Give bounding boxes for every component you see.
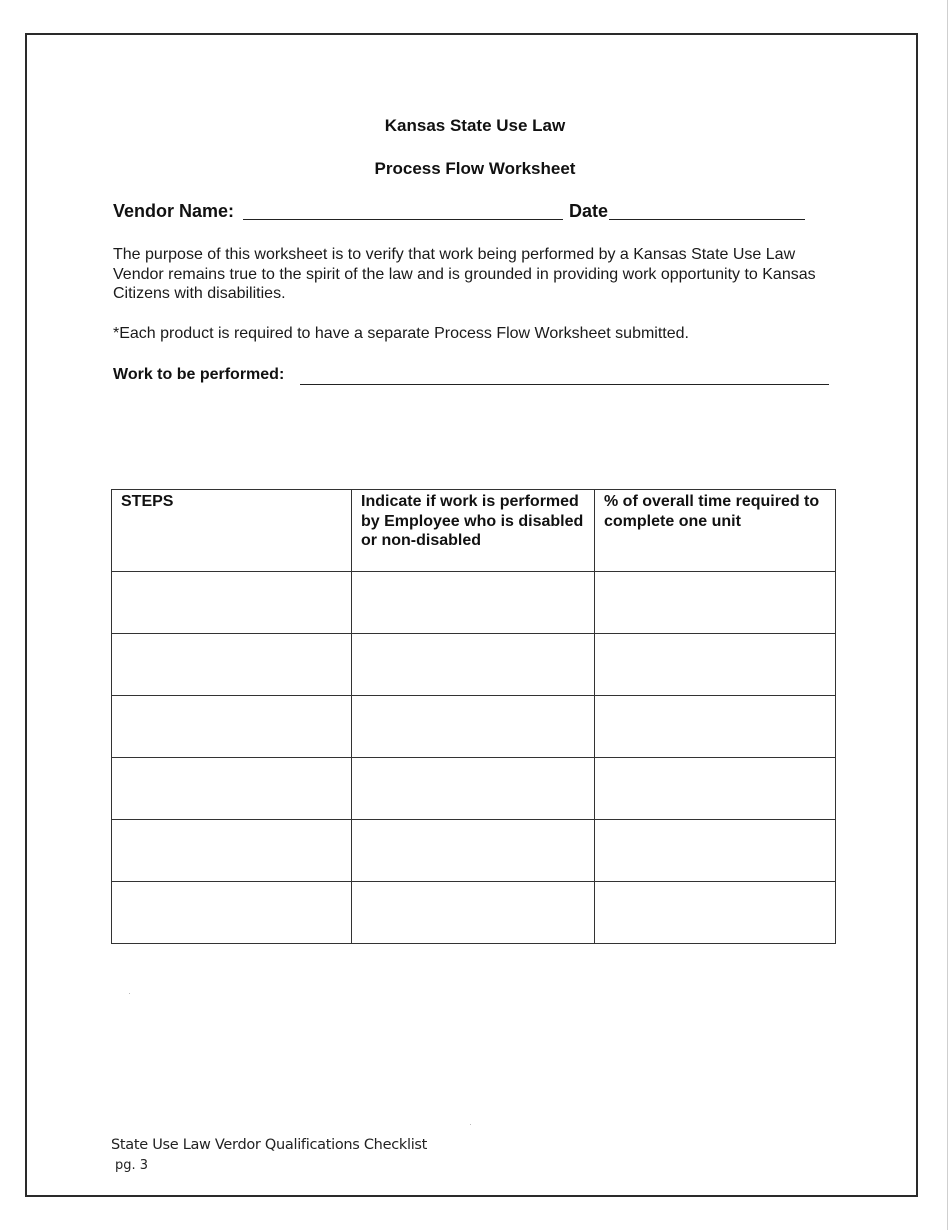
disabled-indicator-cell[interactable] [352, 634, 595, 696]
submission-note: *Each product is required to have a separate Process Flow Worksheet submitted. [113, 325, 689, 342]
table-row [112, 882, 836, 944]
date-field[interactable] [609, 219, 805, 220]
header-steps: STEPS [112, 490, 352, 572]
document-title: Kansas State Use Law [384, 116, 566, 135]
step-cell[interactable] [112, 572, 352, 634]
time-percent-cell[interactable] [595, 696, 836, 758]
scan-speck [129, 993, 130, 994]
process-steps-table [111, 489, 836, 944]
table-row [112, 572, 836, 634]
disabled-indicator-cell[interactable] [352, 758, 595, 820]
vendor-name-label: Vendor Name: [113, 201, 235, 221]
disabled-indicator-cell[interactable] [352, 572, 595, 634]
time-percent-cell[interactable] [595, 820, 836, 882]
table-row [112, 758, 836, 820]
table-row [112, 696, 836, 758]
disabled-indicator-cell[interactable] [352, 696, 595, 758]
step-cell[interactable] [112, 882, 352, 944]
step-cell[interactable] [112, 758, 352, 820]
work-to-be-performed-row [113, 366, 284, 384]
header-disabled-indicator: Indicate if work is performed by Employee who is disabled or non-disabled [352, 490, 595, 572]
table-row [112, 820, 836, 882]
table-row [112, 634, 836, 696]
scan-speck [470, 1124, 471, 1125]
document-subtitle: Process Flow Worksheet [374, 159, 576, 178]
work-to-be-performed-label: Work to be performed: [113, 366, 285, 383]
step-cell[interactable] [112, 820, 352, 882]
time-percent-cell[interactable] [595, 758, 836, 820]
date-label: Date [569, 201, 609, 221]
footer-page-number: pg. 3 [115, 1158, 149, 1173]
header-time-percent: % of overall time required to complete one unit [595, 490, 836, 572]
step-cell[interactable] [112, 634, 352, 696]
step-cell[interactable] [112, 696, 352, 758]
table-header-row [112, 490, 836, 572]
disabled-indicator-cell[interactable] [352, 820, 595, 882]
time-percent-cell[interactable] [595, 882, 836, 944]
time-percent-cell[interactable] [595, 634, 836, 696]
footer-document-title: State Use Law Verdor Qualifications Checklist [111, 1137, 428, 1153]
scan-edge [947, 0, 948, 1230]
work-to-be-performed-field[interactable] [300, 384, 829, 385]
time-percent-cell[interactable] [595, 572, 836, 634]
vendor-name-field[interactable] [243, 219, 563, 220]
disabled-indicator-cell[interactable] [352, 882, 595, 944]
purpose-paragraph: The purpose of this worksheet is to verify that work being performed by a Kansas State Use Law Vendor remains true to the spirit of the law and is grounded in providing work opportunity to Kansas Citizens with disabilities. [113, 246, 816, 302]
